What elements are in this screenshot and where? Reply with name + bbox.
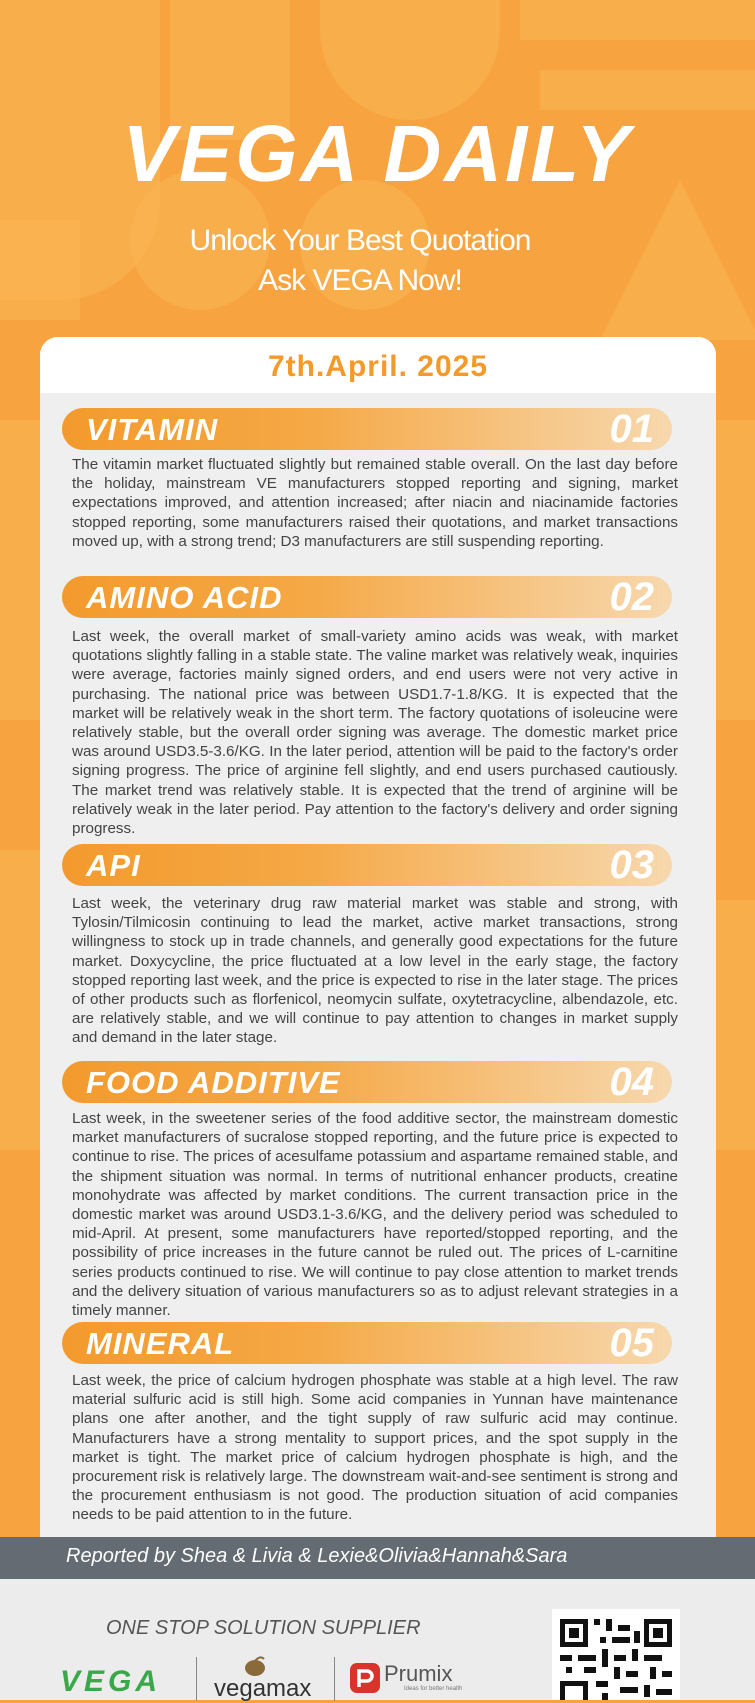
section-header-vitamin (62, 408, 672, 450)
section-body-food-additive: Last week, in the sweetener series of the food additive sector, the mainstream domestic market manufacturers of sucralose stopped reporting, and the future price is expected to continue to rise. The prices of acesulfame potassium and aspartame remained stable, and the shipment situation was normal. In terms of nutritional enhancer products, creatine monohydrate was affected by market conditions. The current transaction price in the domestic market was around USD3.1-3.6/KG, and the delivery period was scheduled to mid-April. At present, some manufacturers have reported/stopped reporting, and the possibility of price increases in the future cannot be ruled out. The prices of L-carnitine series products continued to rise. We will continue to pay close attention to market trends and the delivery situation of various manufacturers so as to adjust relevant strategies in a timely manner. (72, 1110, 678, 1320)
section-title: API (86, 848, 141, 883)
section-number: 01 (609, 407, 654, 451)
report-date: 7th.April. 2025 (40, 337, 716, 393)
section-header-mineral (62, 1322, 672, 1364)
section-body-mineral: Last week, the price of calcium hydrogen phosphate was stable at a high level. The raw material sulfuric acid is still high. Some acid companies in Yunnan have maintenance plans one after another, and the tight supply of raw sulfuric acid may continue. Manufacturers have a strong mentality to support prices, and the spot supply in the market is tight. The market price of calcium hydrogen phosphate is high, and the procurement risk is relatively large. The downstream wait-and-see sentiment is strong and the procurement enthusiasm is not good. The production situation of acid companies needs to be paid attention to in the future. (72, 1372, 678, 1524)
section-header-api (62, 844, 672, 886)
vega-logo (60, 1665, 161, 1699)
supplier-slogan: ONE STOP SOLUTION SUPPLIER (106, 1617, 421, 1639)
section-title: FOOD ADDITIVE (86, 1065, 341, 1100)
prumix-logo (350, 1659, 470, 1699)
content-card (40, 337, 716, 1537)
section-title: AMINO ACID (86, 580, 283, 615)
qr-code-icon (552, 1609, 680, 1700)
tagline-line-2: Ask VEGA Now! (258, 264, 462, 297)
prumix-tagline: Ideas for better health (404, 1686, 463, 1692)
vegamax-logo-text: vegamax (214, 1675, 312, 1702)
page-title: VEGA DAILY (122, 109, 633, 198)
section-body-vitamin: The vitamin market fluctuated slightly but remained stable overall. On the last day before the holiday, mainstream VE manufacturers stopped reporting and signing, market expectations improved, and attention increased; after niacin and niacinamide factories stopped reporting, some manufacturers raised their quotations, and market transactions moved up, with a strong trend; D3 manufacturers are still suspending reporting. (72, 456, 678, 550)
section-body-amino-acid: Last week, the overall market of small-variety amino acids was weak, with market quotations slightly falling in a stable state. The valine market was relatively weak, inquiries were average, factories mainly signed orders, and end users were not very active in purchasing. The national price was between USD1.7-1.8/KG. It is expected that the market will be relatively weak in the short term. The factory quotations of isoleucine were relatively stable, but the overall order signing was average. The domestic market price was around USD3.5-3.6/KG. In the later period, attention will be paid to the factory's order signing progress. The price of arginine fell slightly, and end users purchased cautiously. The market trend was relatively stable. It is expected that the trend of arginine will be relatively weak in the later period. Pay attention to the factory's delivery and order signing progress. (72, 628, 678, 838)
bottom-footer (0, 1579, 755, 1700)
section-number: 05 (609, 1321, 654, 1365)
section-title: VITAMIN (86, 412, 219, 447)
section-body-api: Last week, the veterinary drug raw material market was stable and strong, with Tylosin/Tilmicosin continuing to lead the market, active market transactions, strong willingness to stock up in trade channels, and generally good expectations for the future market. Doxycycline, the price fluctuated at a low level in the early stage, the factory stopped reporting last week, and the price is expected to rise in the later stage. The prices of other products such as florfenicol, neomycin sulfate, oxytetracycline, albendazole, etc. are relatively stable, and we will continue to pay attention to changes in market supply and demand in the later stage. (72, 895, 678, 1047)
section-title: MINERAL (86, 1326, 235, 1361)
prumix-logo-text: Prumix (384, 1661, 453, 1686)
logo-divider (196, 1657, 197, 1701)
vegamax-logo (212, 1655, 322, 1701)
vega-logo-text: VEGA (60, 1665, 162, 1698)
section-number: 03 (609, 843, 654, 887)
section-header-amino-acid (62, 576, 672, 618)
section-number: 04 (609, 1060, 654, 1104)
vegamax-leaf-icon (240, 1655, 270, 1677)
section-number: 02 (609, 575, 654, 619)
reporters-text: Reported by Shea & Livia & Lexie&Olivia&Hannah&Sara (66, 1545, 568, 1567)
prumix-mark-icon (350, 1663, 380, 1693)
reporters-bar (0, 1537, 755, 1579)
qr-code (552, 1609, 680, 1700)
logo-divider (334, 1657, 335, 1701)
section-header-food-additive (62, 1061, 672, 1103)
tagline-line-1: Unlock Your Best Quotation (189, 224, 531, 257)
